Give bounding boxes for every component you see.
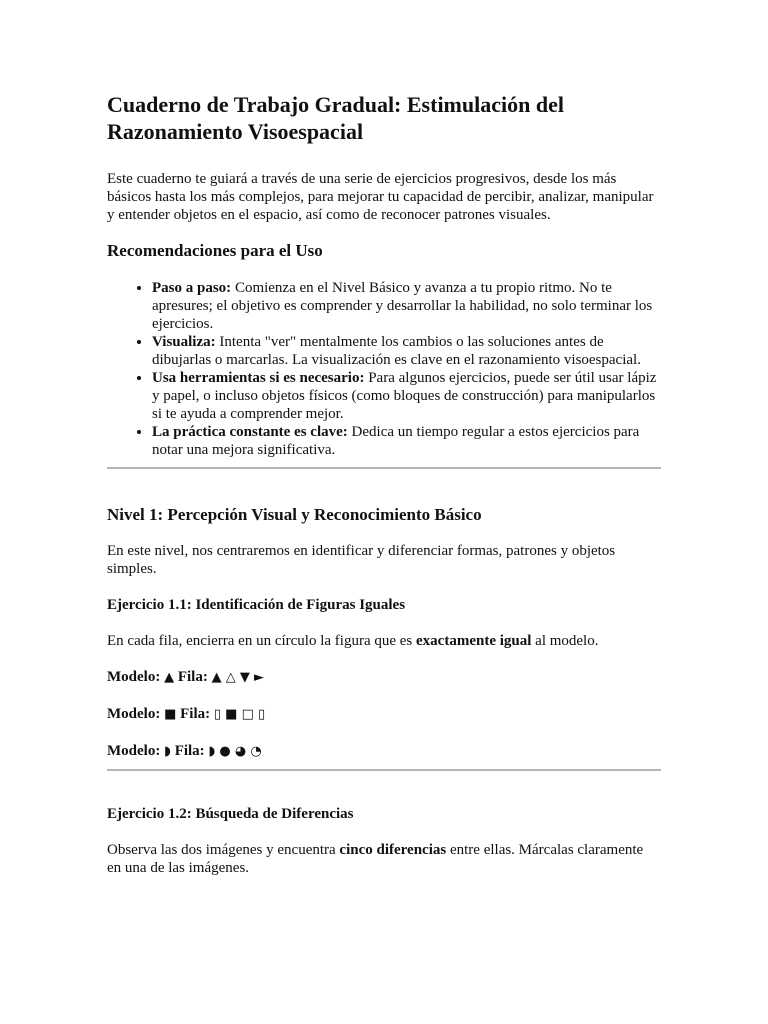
list-item-text: Para algunos ejercicios, puede ser útil usar lápiz y papel, o incluso objetos físicos (como bloques de construcción) para manipularlos si te ayuda a comprender mejor.: [152, 370, 657, 422]
row-square-options-icon: ▯ ■ □ ▯: [213, 707, 266, 722]
list-item-label: La práctica constante es clave:: [152, 424, 348, 440]
list-item-text: Intenta "ver" mentalmente los cambios o las soluciones antes de dibujarlas o marcarlas. La visualización es clave en el razonamiento visoespacial.: [152, 334, 641, 368]
figure-row: [107, 742, 661, 761]
model-label: Modelo:: [107, 743, 161, 759]
figure-row: [107, 668, 661, 687]
instructions-text: En cada fila, encierra en un círculo la figura que es: [107, 633, 417, 649]
row-label: Fila:: [174, 743, 205, 759]
list-item: [152, 423, 661, 459]
level1-heading: Nivel 1: Percepción Visual y Reconocimiento Básico: [107, 505, 482, 524]
instructions-text: entre ellas. Márcalas claramente en una de las imágenes.: [107, 842, 644, 876]
exercise-1-2-instructions: [107, 841, 661, 877]
exercise-1-2-heading: Ejercicio 1.2: Búsqueda de Diferencias: [107, 806, 354, 822]
figure-row: [107, 705, 661, 724]
level1-intro: En este nivel, nos centraremos en identificar y diferenciar formas, patrones y objetos simples.: [107, 543, 616, 577]
instructions-text: Observa las dos imágenes y encuentra: [107, 842, 340, 858]
list-item-text: Dedica un tiempo regular a estos ejercicios para notar una mejora significativa.: [152, 424, 640, 458]
intro-paragraph: Este cuaderno te guiará a través de una serie de ejercicios progresivos, desde los más básicos hasta los más complejos, para mejorar tu capacidad de percibir, analizar, manipular y entender objetos en el espacio, así como de reconocer patrones visuales.: [107, 171, 654, 223]
list-item-label: Visualiza:: [152, 334, 216, 350]
exercise-1-1-heading: Ejercicio 1.1: Identificación de Figuras Iguales: [107, 597, 406, 613]
section-divider: [107, 769, 661, 771]
model-half-circle-icon: ◗: [164, 744, 171, 759]
row-label: Fila:: [177, 669, 208, 685]
instructions-text: al modelo.: [531, 633, 599, 649]
recommendations-heading: Recomendaciones para el Uso: [107, 241, 323, 260]
exercise-1-1-instructions: [107, 632, 661, 650]
list-item: [152, 279, 661, 333]
row-triangle-options-icon: ▲ △ ▼ ►: [211, 670, 264, 685]
instructions-emphasis: exactamente igual: [416, 633, 532, 649]
instructions-emphasis: cinco diferencias: [339, 842, 447, 858]
list-item-label: Paso a paso:: [152, 280, 232, 296]
model-label: Modelo:: [107, 669, 161, 685]
row-circle-options-icon: ◗ ● ◕ ◔: [208, 744, 262, 759]
list-item: [152, 369, 661, 423]
document-title: Cuaderno de Trabajo Gradual: Estimulación del Razonamiento Visoespacial: [107, 92, 564, 144]
model-square-icon: ■: [164, 707, 177, 722]
list-item-label: Usa herramientas si es necesario:: [152, 370, 365, 386]
list-item: [152, 333, 661, 369]
model-label: Modelo:: [107, 706, 161, 722]
section-divider: [107, 467, 661, 469]
recommendations-list: [107, 279, 661, 459]
list-item-text: Comienza en el Nivel Básico y avanza a tu propio ritmo. No te apresures; el objetivo es comprender y desarrollar la habilidad, no solo terminar los ejercicios.: [152, 280, 653, 332]
row-label: Fila:: [180, 706, 211, 722]
model-triangle-icon: ▲: [164, 670, 175, 685]
